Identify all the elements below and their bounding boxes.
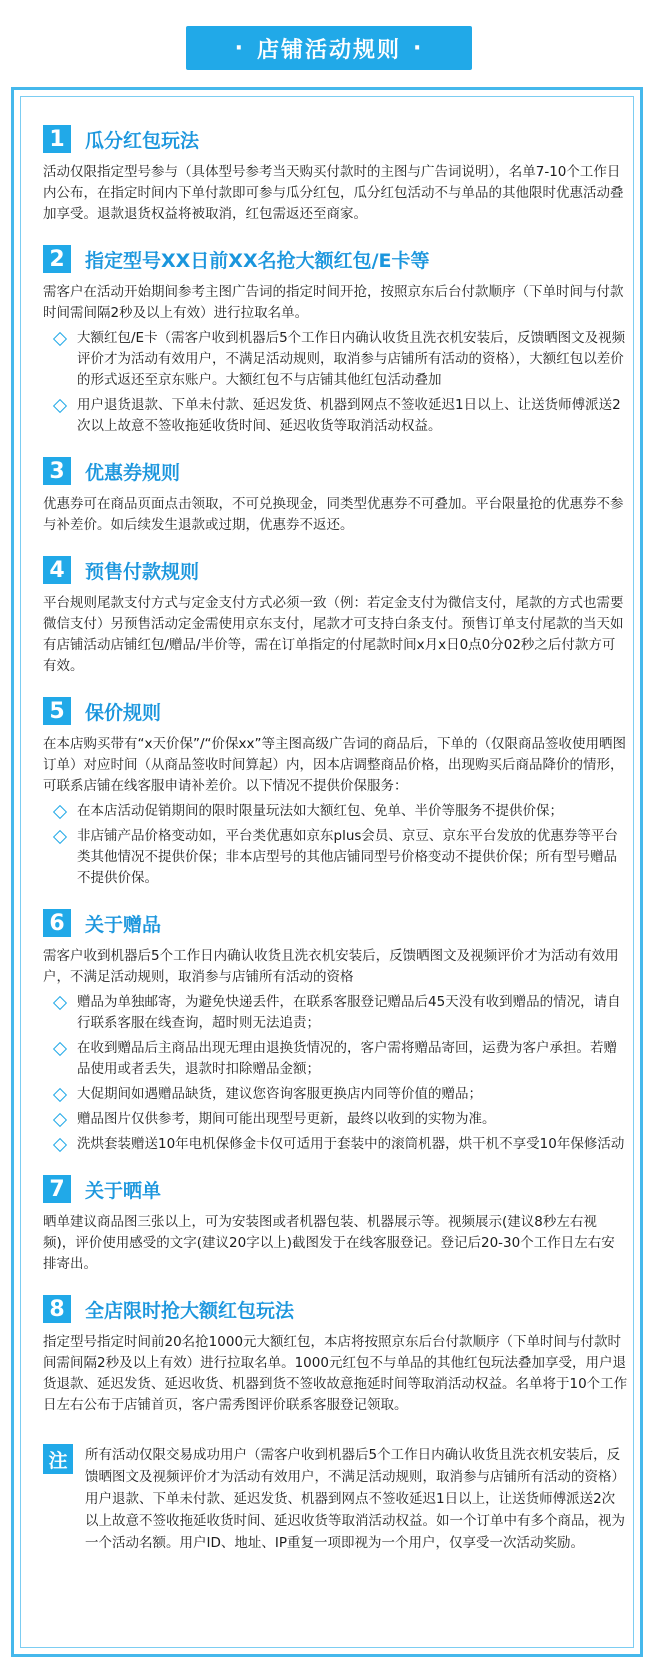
section-number-badge: 1 [43,125,71,153]
bullet-text: 赠品为单独邮寄，为避免快递丢件，在联系客服登记赠品后45天没有收到赠品的情况，请自行联系客服在线查询，超时则无法追责； [77,994,621,1031]
section-number-badge: 3 [43,457,71,485]
banner-dot-right: · [413,35,424,61]
bullet-text: 大促期间如遇赠品缺货，建议您咨询客服更换店内同等价值的赠品； [77,1086,482,1102]
bullet-text: 在收到赠品后主商品出现无理由退换货情况的，客户需将赠品寄回，运费为客户承担。若赠品使用或者丢失，退款时扣除赠品金额； [77,1040,617,1077]
bullet-item [53,1109,628,1130]
note-icon: 注 [43,1444,73,1474]
diamond-bullet-icon [53,399,67,413]
bullet-item [53,1038,628,1080]
section-title: 瓜分红包玩法 [85,129,200,152]
diamond-bullet-icon [53,1088,67,1102]
bullet-text: 赠品图片仅供参考，期间可能出现型号更新，最终以收到的实物为准。 [77,1111,496,1127]
diamond-bullet-icon [53,1138,67,1152]
diamond-bullet-icon [53,1113,67,1127]
section-title: 全店限时抢大额红包玩法 [85,1299,295,1322]
section-1 [43,122,628,225]
section-4 [43,553,628,677]
section-text: 活动仅限指定型号参与（具体型号参考当天购买付款时的主图与广告词说明），名单7-10个工作日内公布，在指定时间内下单付款即可参与瓜分红包，瓜分红包活动不与单品的其他限时优惠活动叠加享受。退款退货权益将被取消，红包需返还至商家。 [43,164,624,222]
diamond-bullet-icon [53,1042,67,1056]
section-text: 在本店购买带有“x天价保”/“价保xx”等主图高级广告词的商品后，下单的（仅限商品签收使用晒图订单）对应时间（从商品签收时间算起）内，因本店调整商品价格，出现购买后商品降价的情形，可联系店铺在线客服申请补差价。以下情况不提供价保服务： [43,736,626,794]
diamond-bullet-icon [53,830,67,844]
section-title: 关于赠品 [85,913,162,936]
section-title: 优惠券规则 [85,461,181,484]
section-number-badge: 4 [43,556,71,584]
section-8 [43,1292,628,1416]
section-6 [43,906,628,1155]
note-text: 所有活动仅限交易成功用户（需客户收到机器后5个工作日内确认收货且洗衣机安装后，反馈晒图文及视频评价才为活动有效用户，不满足活动规则，取消参与店铺所有活动的资格）用户退款、下单未付款、延迟发货、机器到网点不签收延迟1日以上，让送货师傅派送2次以上故意不签收拖延收货时间、延迟收货等取消活动权益。如一个订单中有多个商品，视为一个活动名额。用户ID、地址、IP重复一项即视为一个用户，仅享受一次活动奖励。 [85,1447,625,1551]
section-number-badge: 6 [43,909,71,937]
section-number-badge: 5 [43,697,71,725]
diamond-bullet-icon [53,996,67,1010]
section-text: 需客户收到机器后5个工作日内确认收货且洗衣机安装后，反馈晒图文及视频评价才为活动有效用户，不满足活动规则，取消参与店铺所有活动的资格 [43,948,619,985]
section-5 [43,694,628,889]
bullet-item [53,992,628,1034]
bullet-item [53,1084,628,1105]
section-text: 优惠券可在商品页面点击领取，不可兑换现金，同类型优惠券不可叠加。平台限量抢的优惠券不参与补差价。如后续发生退款或过期，优惠券不返还。 [43,496,624,533]
section-3 [43,454,628,536]
section-number-badge: 2 [43,245,71,273]
page-title: 店铺活动规则 [256,37,401,63]
section-title: 关于晒单 [85,1179,162,1202]
diamond-bullet-icon [53,332,67,346]
section-number-badge: 8 [43,1295,71,1323]
section-title: 指定型号XX日前XX名抢大额红包/E卡等 [85,249,430,272]
banner-dot-left: · [234,35,245,61]
section-title: 预售付款规则 [85,560,200,583]
section-text: 平台规则尾款支付方式与定金支付方式必须一致（例：若定金支付为微信支付，尾款的方式也需要微信支付）另预售活动定金需使用京东支付，尾款才可支持白条支付。预售订单支付尾款的当天如有店铺活动店铺红包/赠品/半价等，需在订单指定的付尾款时间x月x日0点0分02秒之后付款方可有效。 [43,595,624,674]
bullet-text: 用户退货退款、下单未付款、延迟发货、机器到网点不签收延迟1日以上、让送货师傅派送2次以上故意不签收拖延收货时间、延迟收货等取消活动权益。 [77,397,621,434]
note-block [43,1444,628,1554]
bullet-text: 大额红包/E卡（需客户收到机器后5个工作日内确认收货且洗衣机安装后，反馈晒图文及视频评价才为活动有效用户，不满足活动规则，取消参与店铺所有活动的资格），大额红包以差价的形式返还至京东账户。大额红包不与店铺其他红包活动叠加 [77,330,626,388]
section-text: 指定型号指定时间前20名抢1000元大额红包，本店将按照京东后台付款顺序（下单时间与付款时间需间隔2秒及以上有效）进行拉取名单。1000元红包不与单品的其他红包玩法叠加享受，用户退货退款、延迟发货、延迟收货、机器到货不签收故意拖延时间等取消活动权益。名单将于10个工作日左右公布于店铺首页，客户需秀图评价联系客服登记领取。 [43,1334,628,1413]
bullet-item [53,801,628,822]
section-text: 晒单建议商品图三张以上，可为安装图或者机器包装、机器展示等。视频展示(建议8秒左右视频)，评价使用感受的文字(建议20字以上)截图发于在线客服登记。登记后20-30个工作日左右安排寄出。 [43,1214,615,1272]
bullet-item [53,328,628,391]
bullet-text: 在本店活动促销期间的限时限量玩法如大额红包、免单、半价等服务不提供价保； [77,803,563,819]
bullet-item [53,826,628,889]
section-title: 保价规则 [85,701,162,724]
bullet-text: 非店铺产品价格变动如，平台类优惠如京东plus会员、京豆、京东平台发放的优惠券等平台类其他情况不提供价保；非本店型号的其他店铺同型号价格变动不提供价保；所有型号赠品不提供价保。 [77,828,618,886]
bullet-item [53,395,628,437]
diamond-bullet-icon [53,805,67,819]
page-banner [186,26,472,70]
section-number-badge: 7 [43,1175,71,1203]
bullet-text: 洗烘套装赠送10年电机保修金卡仅可适用于套装中的滚筒机器，烘干机不享受10年保修活动 [77,1136,625,1152]
section-2 [43,242,628,437]
section-text: 需客户在活动开始期间参考主图广告词的指定时间开抢，按照京东后台付款顺序（下单时间与付款时间需间隔2秒及以上有效）进行拉取名单。 [43,284,624,321]
rules-content [43,122,628,1554]
bullet-item [53,1134,628,1155]
section-7 [43,1172,628,1275]
